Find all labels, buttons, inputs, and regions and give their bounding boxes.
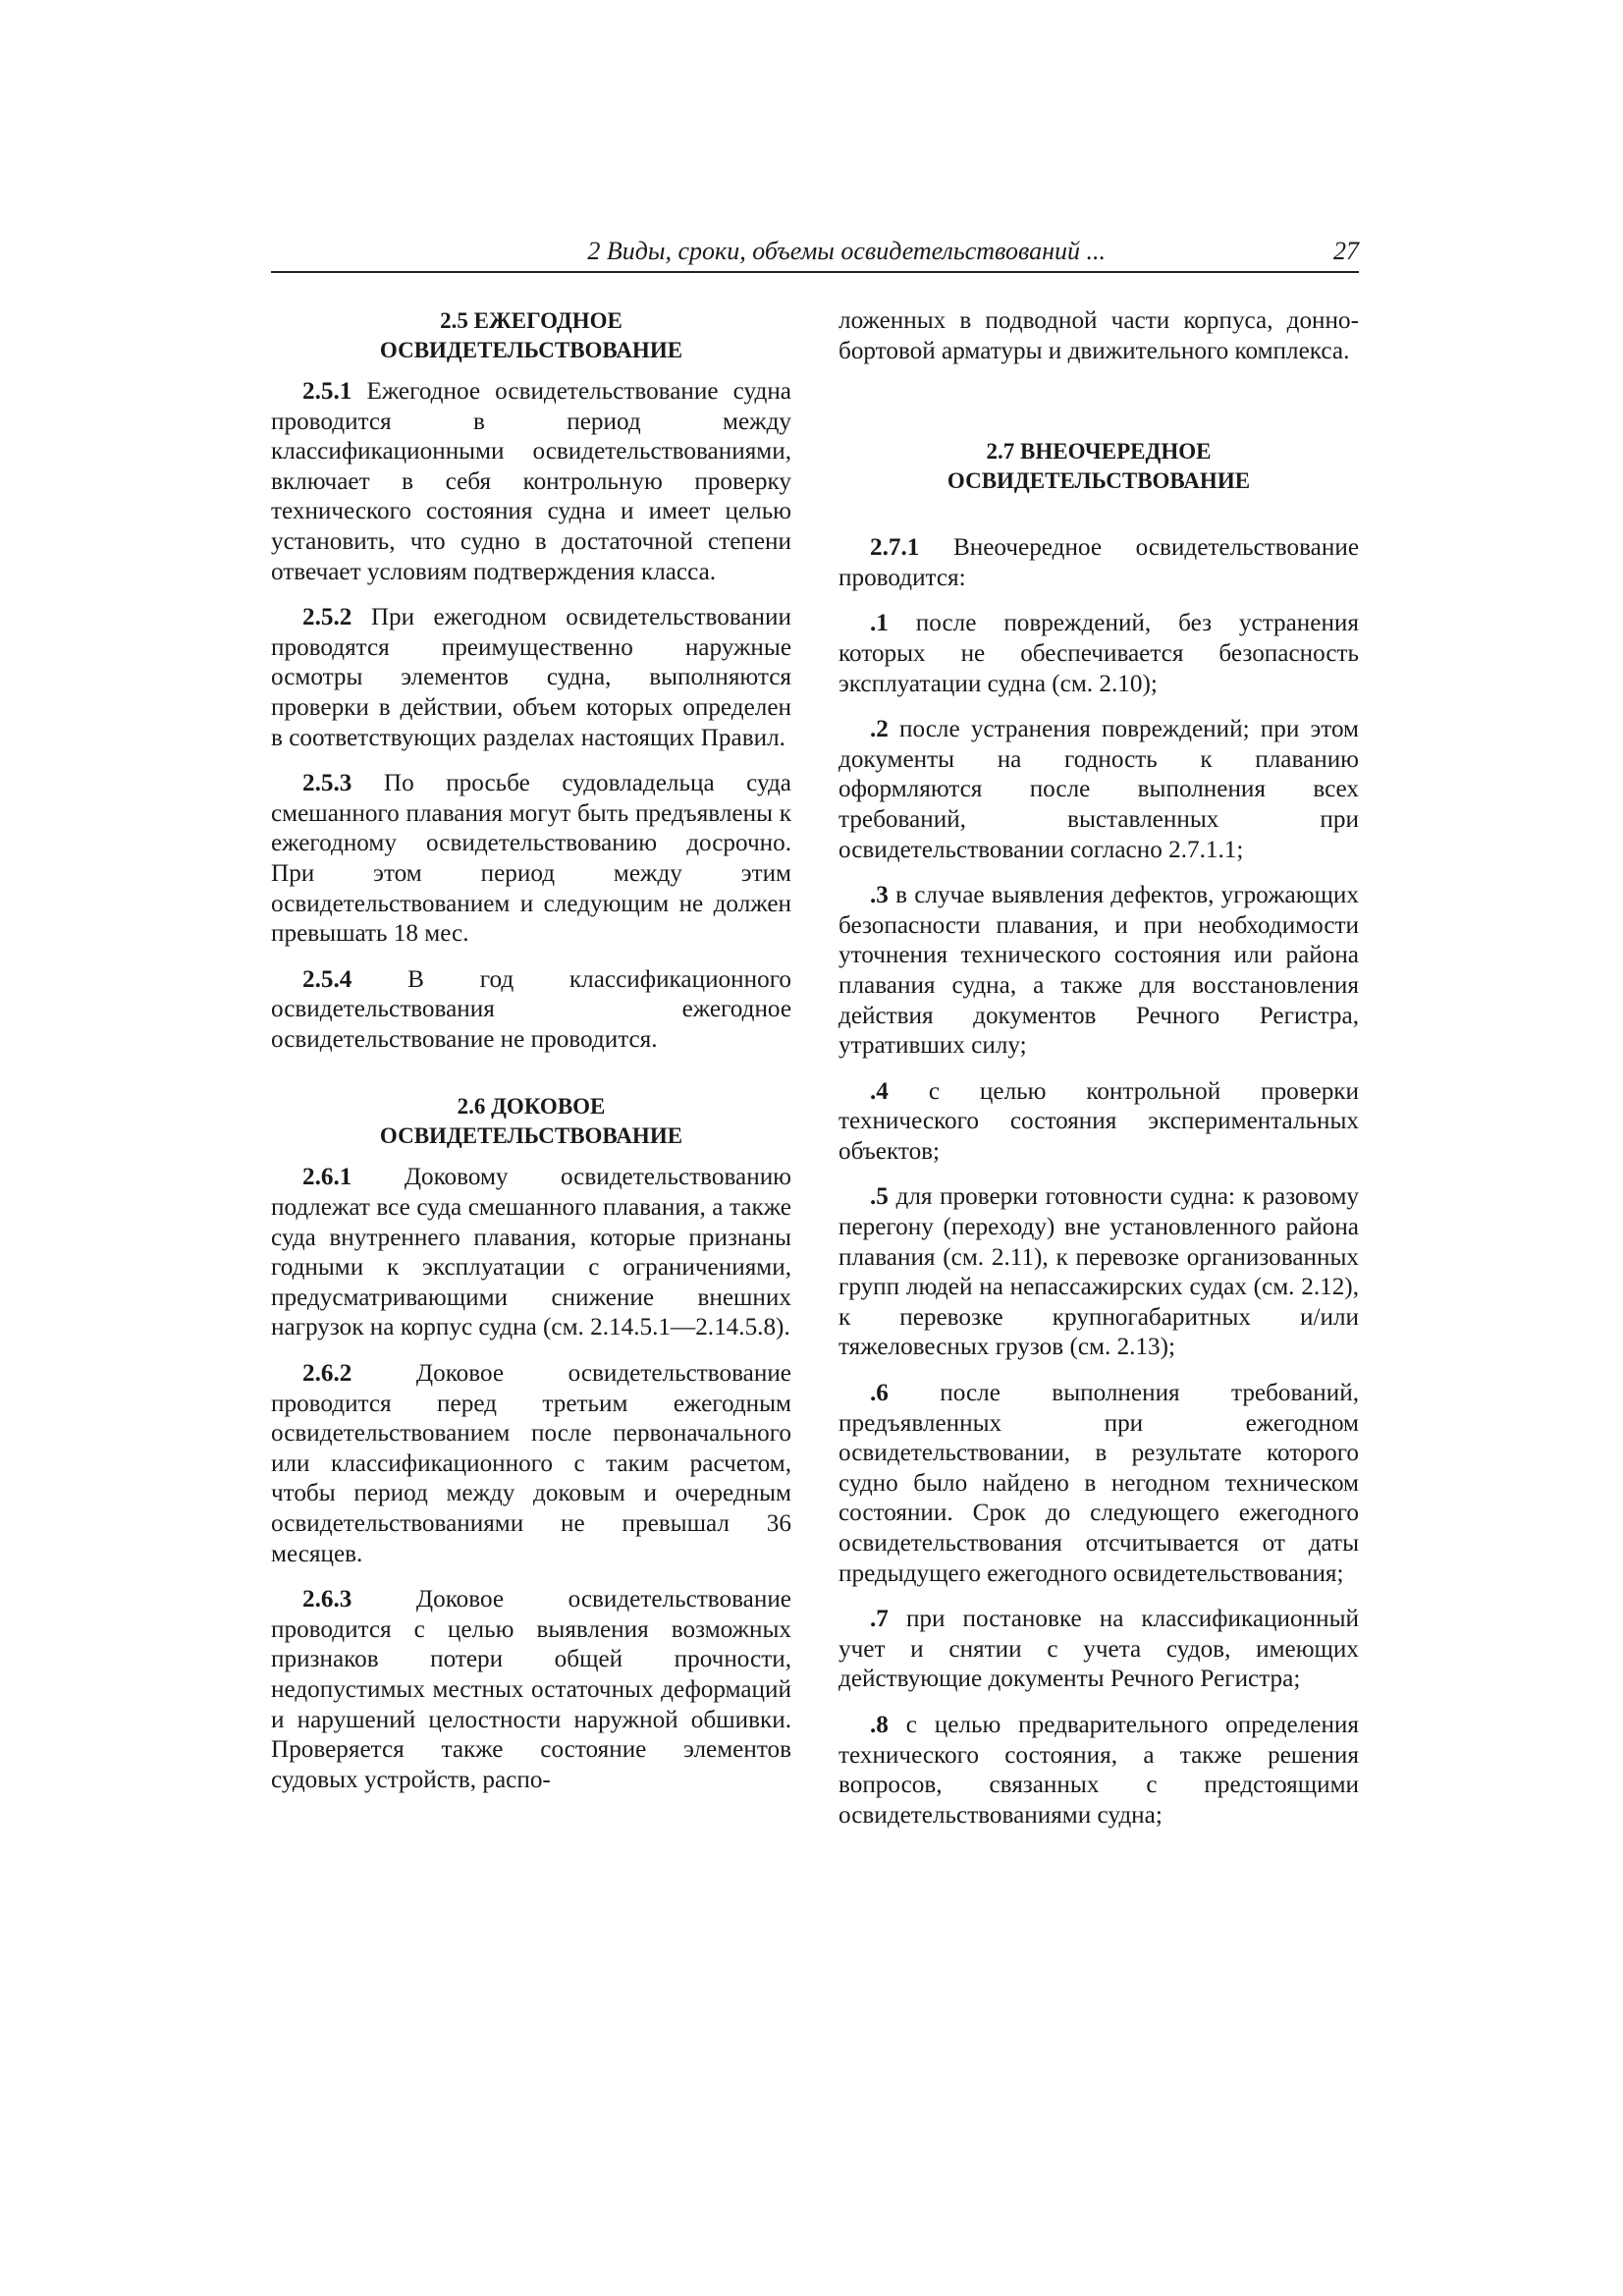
heading-line: 2.6 ДОКОВОЕ bbox=[457, 1094, 606, 1120]
left-column bbox=[271, 306, 791, 1811]
paragraph-2-6-1 bbox=[271, 1163, 791, 1343]
paragraph-continuation: ложенных в подводной части корпуса, донно-бортовой арматуры и движительного комплекса. bbox=[839, 307, 1359, 364]
heading-line: ОСВИДЕТЕЛЬСТВОВАНИЕ bbox=[379, 338, 683, 362]
item-number: .4 bbox=[870, 1077, 889, 1105]
item-text: при постановке на классификационный учет и снятии с учета судов, имеющих действующие документы Речного Регистра; bbox=[839, 1606, 1359, 1693]
page-number: 27 bbox=[1333, 237, 1359, 265]
section-heading-2-6 bbox=[271, 1092, 791, 1151]
item-text: с целью предварительного определения технического состояния, а также решения вопросов, связанных с предстоящими освидетельствованиями судна; bbox=[839, 1711, 1359, 1829]
clause-number: 2.5.4 bbox=[302, 965, 352, 993]
item-number: .5 bbox=[870, 1183, 889, 1211]
clause-number: 2.5.1 bbox=[302, 378, 352, 405]
clause-number: 2.6.3 bbox=[302, 1586, 352, 1613]
running-title: 2 Виды, сроки, объемы освидетельствований ... bbox=[587, 237, 1106, 265]
heading-line: 2.5 ЕЖЕГОДНОЕ bbox=[440, 308, 622, 333]
paragraph-2-6-2 bbox=[271, 1359, 791, 1569]
clause-number: 2.5.3 bbox=[302, 770, 352, 797]
item-number: .2 bbox=[870, 716, 889, 743]
running-header bbox=[271, 232, 1359, 273]
paragraph-2-5-3 bbox=[271, 769, 791, 950]
clause-text: Ежегодное освидетельствование судна проводится в период между классификационными освидетельствованиями, включает в себя контрольную проверку технического состояния судна и имеет целью установить, что судно в достаточной степени отвечает условиям подтверждения класса. bbox=[271, 378, 791, 585]
clause-text: Доковому освидетельствованию подлежат все суда смешанного плавания, а также суда внутреннего плавания, которые признаны годными к эксплуатации с ограничениями, предусматривающими снижение внешних нагрузок на корпус судна (см. 2.14.5.1—2.14.5.8). bbox=[271, 1164, 791, 1341]
item-number: .7 bbox=[870, 1606, 889, 1633]
list-item-2 bbox=[839, 715, 1359, 865]
list-item-3 bbox=[839, 881, 1359, 1062]
section-heading-2-7 bbox=[839, 437, 1359, 496]
clause-number: 2.5.2 bbox=[302, 604, 352, 631]
right-column bbox=[839, 306, 1359, 1846]
clause-number: 2.6.2 bbox=[302, 1360, 352, 1388]
clause-text: По просьбе судовладельца суда смешанного плавания могут быть предъявлены к ежегодному освидетельствованию досрочно. При этом период между этим освидетельствованием и следующим не должен превышать 18 мес. bbox=[271, 770, 791, 948]
item-number: .8 bbox=[870, 1711, 889, 1738]
paragraph-2-5-1 bbox=[271, 377, 791, 587]
heading-line: 2.7 ВНЕОЧЕРЕДНОЕ bbox=[986, 439, 1212, 465]
list-item-4 bbox=[839, 1077, 1359, 1168]
paragraph-2-7-1 bbox=[839, 533, 1359, 593]
clause-number: 2.6.1 bbox=[302, 1164, 352, 1191]
item-text: после устранения повреждений; при этом документы на годность к плаванию оформляются после выполнения всех требований, выставленных при освидетельствовании согласно 2.7.1.1; bbox=[839, 716, 1359, 863]
item-text: с целью контрольной проверки технического состояния экспериментальных объектов; bbox=[839, 1077, 1359, 1165]
heading-line: ОСВИДЕТЕЛЬСТВОВАНИЕ bbox=[947, 468, 1251, 494]
clause-text: В год классификационного освидетельствования ежегодное освидетельствование не проводится. bbox=[271, 965, 791, 1053]
item-text: для проверки готовности судна: к разовому перегону (переходу) вне установленного района плавания (см. 2.11), к перевозке организованных групп людей на непассажирских судах (см. 2.12), к перевозке крупногабаритных и/или тяжеловесных грузов (см. 2.13); bbox=[839, 1183, 1359, 1361]
clause-text: При ежегодном освидетельствовании проводятся преимущественно наружные осмотры элементов судна, выполняются проверки в действии, объем которых определен в соответствующих разделах настоящих Правил. bbox=[271, 604, 791, 751]
list-item-1 bbox=[839, 609, 1359, 699]
item-text: после повреждений, без устранения которых не обеспечивается безопасность эксплуатации судна (см. 2.10); bbox=[839, 610, 1359, 697]
item-number: .1 bbox=[870, 610, 889, 637]
paragraph-2-6-3 bbox=[271, 1585, 791, 1795]
clause-text: Внеочередное освидетельствование проводится: bbox=[839, 534, 1359, 591]
item-number: .6 bbox=[870, 1380, 889, 1407]
paragraph-2-5-2 bbox=[271, 603, 791, 753]
list-item-5 bbox=[839, 1182, 1359, 1363]
item-number: .3 bbox=[870, 882, 889, 909]
paragraph-2-5-4 bbox=[271, 965, 791, 1056]
heading-line: ОСВИДЕТЕЛЬСТВОВАНИЕ bbox=[379, 1123, 683, 1149]
item-text: в случае выявления дефектов, угрожающих безопасности плавания, и при необходимости уточнения технического состояния или района плавания судна, а также для восстановления действия документов Речного Регистра, утративших силу; bbox=[839, 882, 1359, 1060]
clause-text: Доковое освидетельствование проводится перед третьим ежегодным освидетельствованием после первоначального или классификационного с таким расчетом, чтобы период между доковым и очередным освидетельствованиями не превышал 36 месяцев. bbox=[271, 1360, 791, 1567]
clause-text: Доковое освидетельствование проводится с целью выявления возможных признаков потери общей прочности, недопустимых местных остаточных деформаций и нарушений целостности наружной обшивки. Проверяется также состояние элементов судовых устройств, распо- bbox=[271, 1586, 791, 1793]
list-item-8 bbox=[839, 1711, 1359, 1831]
list-item-6 bbox=[839, 1379, 1359, 1589]
section-heading-2-5 bbox=[271, 306, 791, 365]
item-text: после выполнения требований, предъявленных при ежегодном освидетельствовании, в результате которого судно было найдено в негодном техническом состоянии. Срок до следующего ежегодного освидетельствования отсчитывается от даты предыдущего ежегодного освидетельствования; bbox=[839, 1380, 1359, 1587]
clause-number: 2.7.1 bbox=[870, 534, 920, 562]
list-item-7 bbox=[839, 1605, 1359, 1695]
